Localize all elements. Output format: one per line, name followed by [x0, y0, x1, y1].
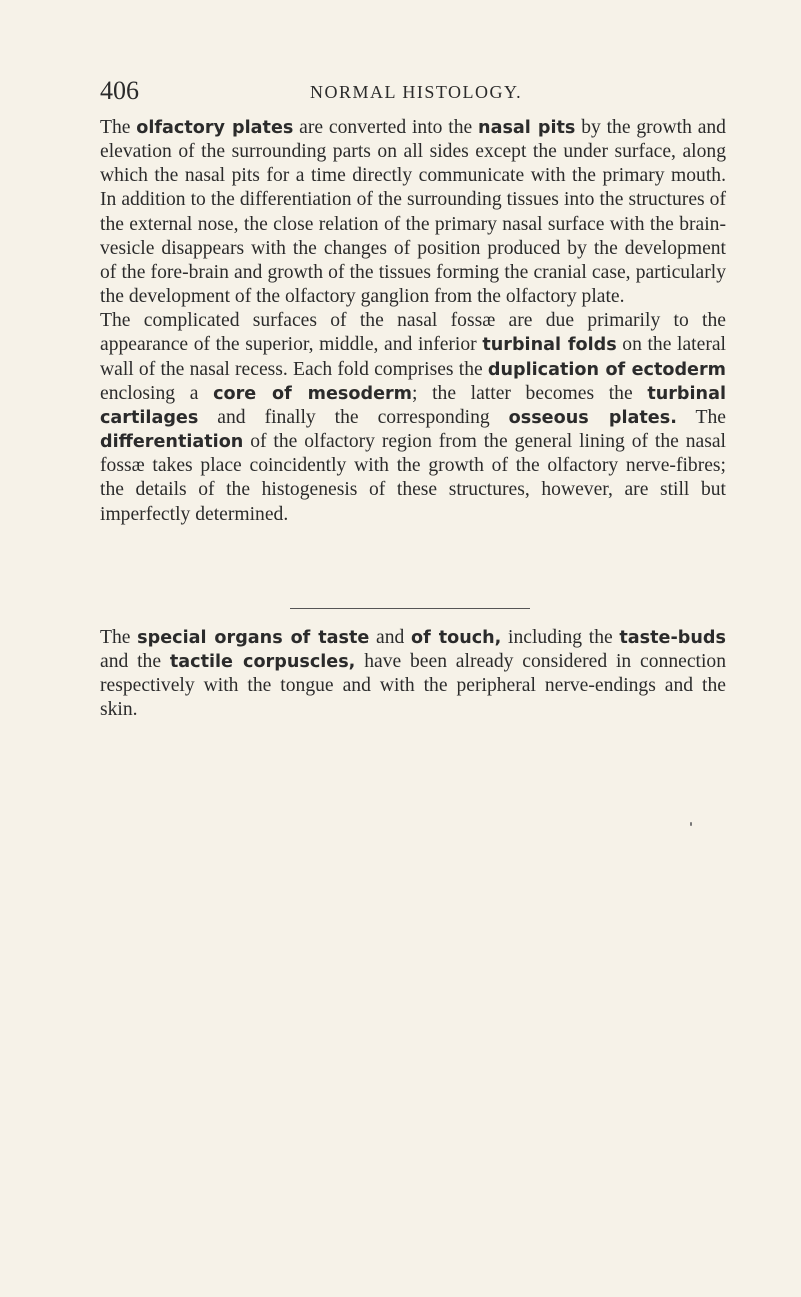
text-run: of the olfactory region from the general lining of the nasal fossæ takes place coincidently with the growth of the olfactory nerve-fibres; the details of the histogenesis of these structures, however, are still but imperfectly determined. [100, 431, 726, 525]
running-head: NORMAL HISTOLOGY. [310, 82, 523, 102]
text-run: including the [501, 627, 620, 648]
text-run: The [676, 406, 726, 428]
term-osseous-plates: osseous plates. [508, 407, 677, 428]
paragraph-olfactory-plates [100, 116, 726, 309]
text-block-upper [100, 116, 726, 527]
term-taste-buds: taste-buds [619, 628, 726, 648]
term-core-of-mesoderm: core of mesoderm [213, 383, 413, 404]
text-run: enclosing a [100, 382, 214, 404]
text-run: The [100, 627, 138, 648]
paragraph-nasal-fossae [100, 309, 726, 526]
term-turbinal-folds: turbinal folds [482, 335, 617, 356]
paper-speck [690, 822, 692, 826]
text-run: The complicated surfaces of the nasal fossæ are due primarily to the appearance of the superior, middle, and inferior [100, 310, 726, 356]
term-differentiation: differentiation [100, 432, 244, 453]
text-run: are converted into the [293, 117, 479, 138]
text-run: on the lateral wall of the nasal recess. Each fold comprises the [100, 334, 726, 380]
section-divider [290, 608, 530, 609]
term-duplication-of-ectoderm: duplication of ectoderm [487, 359, 726, 380]
text-run: by the growth and elevation of the surrounding parts on all sides except the under surface, along which the nasal pits for a time directly communicate with the primary mouth. In addition to the differentiation of the surrounding tissues into the structures of the external nose, the close relation of the primary nasal surface with the brain-vesicle disappears with the changes of position produced by the development of the fore-brain and growth of the tissues forming the cranial case, particularly the development of the olfactory ganglion from the olfactory plate. [100, 117, 726, 308]
term-nasal-pits: nasal pits [478, 118, 576, 138]
paragraph-special-organs [100, 626, 726, 723]
text-run: and finally the corresponding [198, 406, 509, 428]
text-run: and the [100, 651, 170, 673]
term-tactile-corpuscles: tactile corpuscles, [169, 652, 356, 673]
page-header [100, 76, 740, 110]
term-special-organs-of-taste: special organs of taste [137, 628, 370, 648]
term-olfactory-plates: olfactory plates [136, 118, 294, 138]
term-turbinal-cartilages: turbinal cartilages [100, 383, 726, 428]
term-of-touch: of touch, [411, 628, 502, 648]
text-run: ; the latter becomes the [412, 382, 648, 404]
text-run: The [100, 117, 137, 138]
text-run: have been already considered in connection respectively with the tongue and with the peripheral nerve-endings and the skin. [100, 651, 726, 721]
page-number: 406 [100, 76, 139, 105]
text-run: and [369, 627, 412, 648]
text-block-lower [100, 626, 726, 723]
